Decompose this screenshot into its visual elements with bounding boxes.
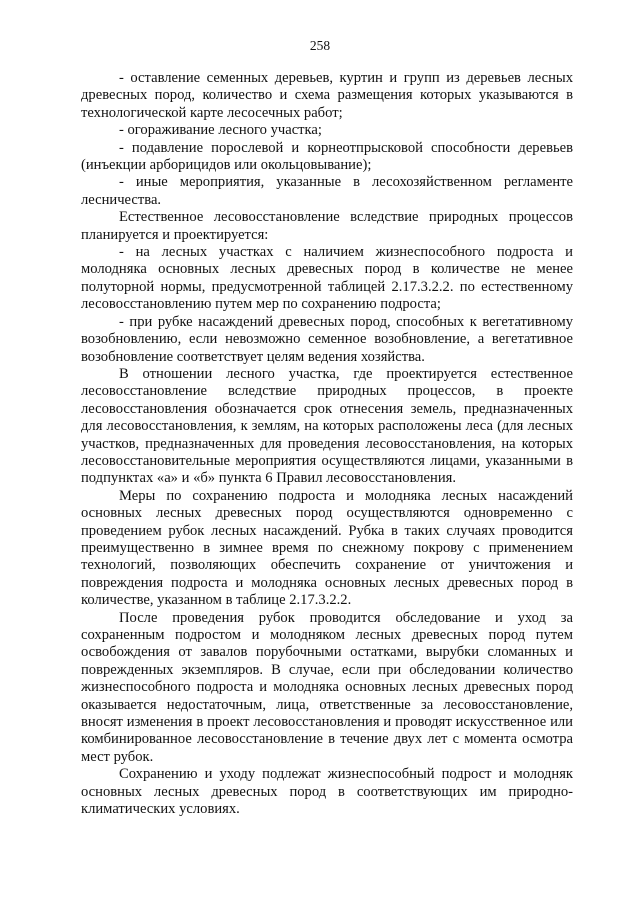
page-number: 258 (309, 38, 331, 53)
paragraph-preservation-measures: Меры по сохранению подроста и молодняка лесных насаждений основных лесных древесных пород осуществляются одновременно с проведением рубок лесных насаждений. Рубка в таких случаях проводится преимущественно в зимнее время по снежному покрову с применением технологий, позволяющих обеспечить сохранение от уничтожения и повреждения подроста и молодняка основных лесных древесных пород в количестве, указанном в таблице 2.17.3.2.2. (81, 487, 573, 609)
paragraph-vegetative-regeneration: - при рубке насаждений древесных пород, способных к вегетативному возобновлению, если невозможно семенное возобновление, а вегетативное возобновление соответствует целям ведения хозяйства. (81, 313, 573, 365)
paragraph-seed-trees: - оставление семенных деревьев, куртин и групп из деревьев лесных древесных пород, количество и схема размещения которых указываются в технологической карте лесосечных работ; (81, 70, 573, 121)
paragraph-land-classification: В отношении лесного участка, где проектируется естественное лесовосстановление вследствие природных процессов, в проекте лесовосстановления обозначается срок отнесения земель, предназначенных для лесовосстановления, к землям, на которых расположены леса (для лесных участков, предназначенных для проведения лесовосстановления, на которых лесовосстановительные мероприятия осуществляются лицами, указанными в подпунктах «а» и «б» пункта 6 Правил лесовосстановления. (81, 365, 573, 487)
page-body (81, 70, 573, 818)
paragraph-conservation-scope: Сохранению и уходу подлежат жизнеспособный подрост и молодняк основных лесных древесных пород в соответствующих им природно-климатических условиях. (81, 766, 573, 818)
paragraph-suppression: - подавление порослевой и корнеотпрысковой способности деревьев (инъекции арборицидов или окольцовывание); (81, 139, 573, 174)
paragraph-natural-regeneration: Естественное лесовосстановление вследствие природных процессов планируется и проектируется: (81, 209, 573, 243)
paragraph-undergrowth-sites: - на лесных участках с наличием жизнеспособного подроста и молодняка основных лесных древесных пород в количестве не менее полуторной нормы, предусмотренной таблицей 2.17.3.2.2. по естественному лесовосстановлению путем мер по сохранению подроста; (81, 244, 573, 313)
paragraph-fencing: - огораживание лесного участка; (119, 122, 322, 139)
paragraph-post-felling-survey: После проведения рубок проводится обследование и уход за сохраненным подростом и молодняком лесных древесных пород путем освобождения от завалов порубочными остатками, вырубки сломанных и поврежденных экземпляров. В случае, если при обследовании количество жизнеспособного подроста и молодняка основных лесных древесных пород оказывается недостаточным, лица, ответственные за лесовосстановление, вносят изменения в проект лесовосстановления и проводят искусственное или комбинированное лесовосстановление в течение двух лет с момента осмотра мест рубок. (81, 609, 573, 765)
paragraph-other-measures: - иные мероприятия, указанные в лесохозяйственном регламенте лесничества. (81, 174, 573, 208)
